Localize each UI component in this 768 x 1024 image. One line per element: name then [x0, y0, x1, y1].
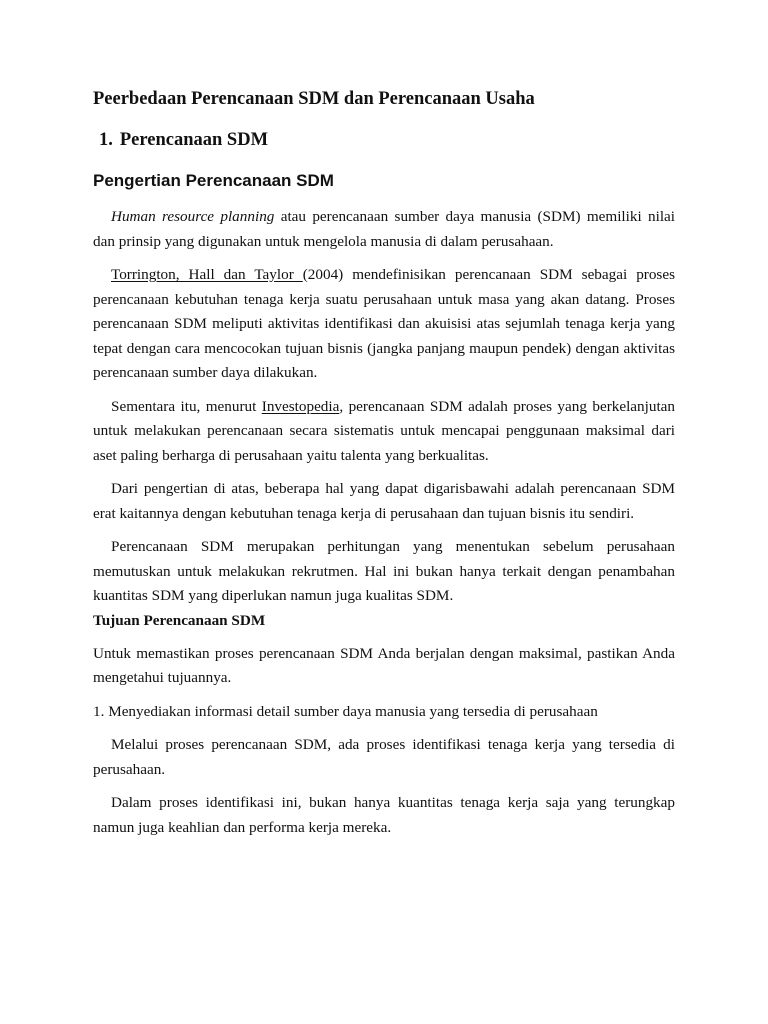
paragraph-4: Dari pengertian di atas, beberapa hal yang dapat digarisbawahi adalah perencanaan SDM erat kaitannya dengan kebutuhan tenaga kerja di perusahaan dan tujuan bisnis itu sendiri. [93, 480, 675, 522]
paragraph-6: Untuk memastikan proses perencanaan SDM Anda berjalan dengan maksimal, pastikan Anda mengetahui tujuannya. [93, 644, 675, 686]
investopedia-link[interactable]: Investopedia [261, 397, 340, 415]
paragraph-2-text: (2004) mendefinisikan perencanaan SDM sebagai proses perencanaan kebutuhan tenaga kerja suatu perusahaan untuk masa yang akan datang. Proses perencanaan SDM meliputi aktivitas identifikasi dan akuisisi atas sejumlah tenaga kerja yang tepat dengan cara mencocokan tujuan bisnis (jangka panjang maupun pendek) dengan aktivitas perencanaan sumber daya dilakukan. [93, 266, 675, 381]
section-number: 1. [99, 130, 113, 150]
paragraph-8: Dalam proses identifikasi ini, bukan hanya kuantitas tenaga kerja saja yang terungkap namun juga keahlian dan performa kerja mereka. [93, 794, 675, 836]
section-heading-text: Perencanaan SDM [119, 130, 269, 150]
document-title: Peerbedaan Perencanaan SDM dan Perencanaan Usaha [93, 89, 535, 109]
torrington-link[interactable]: Torrington, Hall dan Taylor [111, 266, 303, 283]
list-item-1: 1. Menyediakan informasi detail sumber daya manusia yang tersedia di perusahaan [93, 702, 598, 720]
paragraph-2 [93, 263, 675, 386]
document-body [93, 86, 675, 840]
paragraph-7: Melalui proses perencanaan SDM, ada proses identifikasi tenaga kerja yang tersedia di perusahaan. [93, 736, 675, 778]
paragraph-3-text-before: Sementara itu, menurut [111, 397, 262, 415]
paragraph-5: Perencanaan SDM merupakan perhitungan yang menentukan sebelum perusahaan memutuskan untuk melakukan rekrutmen. Hal ini bukan hanya terkait dengan penambahan kuantitas SDM yang diperlukan namun juga kualitas SDM. [93, 538, 675, 604]
subheading-tujuan: Tujuan Perencanaan SDM [93, 611, 266, 629]
subheading-pengertian: Pengertian Perencanaan SDM [93, 171, 334, 190]
paragraph-1-italic: Human resource planning [111, 208, 275, 225]
paragraph-1-text: atau perencanaan sumber daya manusia (SDM) memiliki nilai dan prinsip yang digunakan untuk mengelola manusia di dalam perusahaan. [93, 208, 675, 250]
section-heading [99, 127, 675, 153]
paragraph-3-text-after: , perencanaan SDM adalah proses yang berkelanjutan untuk melakukan perencanaan secara sistematis untuk mencapai penggunaan maksimal dari aset paling berharga di perusahaan yaitu talenta yang berkualitas. [93, 397, 676, 464]
paragraph-1 [93, 205, 675, 254]
paragraph-3 [93, 395, 675, 469]
